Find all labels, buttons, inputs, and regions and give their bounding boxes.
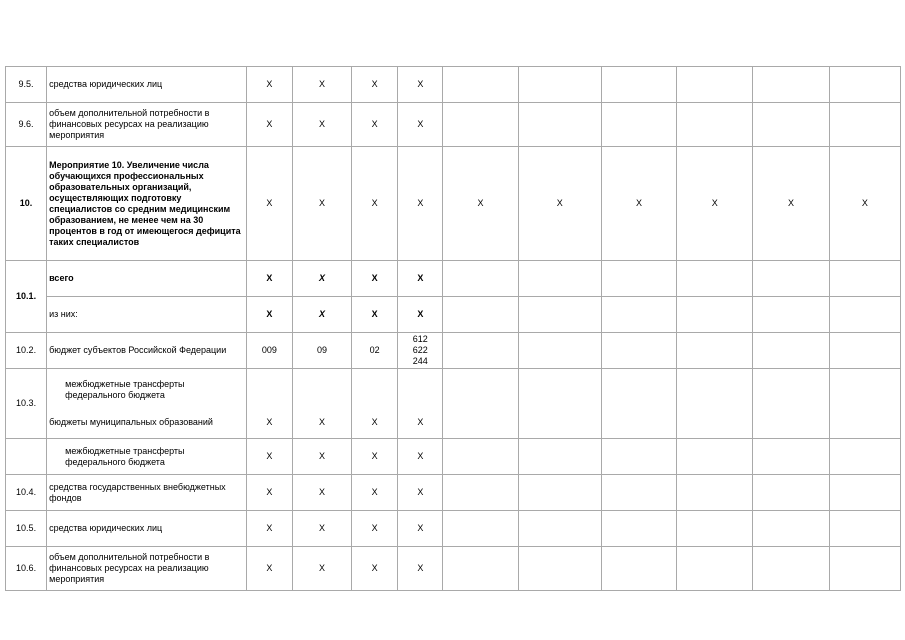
cell (677, 475, 753, 511)
cell: X (398, 439, 443, 475)
cell: X (398, 67, 443, 103)
cell (518, 511, 601, 547)
cell (443, 103, 518, 147)
cell (677, 369, 753, 439)
cell: X (246, 439, 292, 475)
cell (677, 297, 753, 333)
table-row (6, 333, 901, 369)
row-number: 9.6. (6, 103, 47, 147)
cell (829, 475, 900, 511)
cell (677, 261, 753, 297)
cell (601, 369, 676, 439)
cell: 009 (246, 333, 292, 369)
table-row (6, 547, 901, 591)
cell: X (292, 297, 351, 333)
cell (753, 475, 829, 511)
cell: X (292, 547, 351, 591)
cell (398, 333, 443, 369)
cell: X (398, 511, 443, 547)
cell (443, 475, 518, 511)
cell: X (352, 67, 398, 103)
cell: X (292, 103, 351, 147)
row-number: 9.5. (6, 67, 47, 103)
table-row (6, 103, 901, 147)
row-number: 10.3. (6, 369, 47, 439)
cell (443, 511, 518, 547)
cell: X (292, 439, 351, 475)
cell (829, 297, 900, 333)
cell (518, 333, 601, 369)
row-number (6, 439, 47, 475)
cell: X (352, 261, 398, 297)
cell (518, 475, 601, 511)
code: 244 (412, 356, 428, 366)
row-number: 10.1. (6, 261, 47, 333)
cell: X (352, 103, 398, 147)
cell (753, 333, 829, 369)
cell (601, 67, 676, 103)
cell: X (398, 147, 443, 261)
cell (753, 547, 829, 591)
cell: X (246, 511, 292, 547)
sub-label: межбюджетные трансферты федерального бюджета (65, 379, 185, 400)
cell (677, 67, 753, 103)
cell: X (352, 147, 398, 261)
cell: X (292, 261, 351, 297)
cell (829, 67, 900, 103)
cell (677, 333, 753, 369)
row-label (47, 369, 247, 439)
cell (829, 369, 900, 439)
row-label: средства юридических лиц (47, 67, 247, 103)
cell (753, 511, 829, 547)
cell: X (292, 147, 351, 261)
cell: X (398, 261, 443, 297)
cell: X (352, 439, 398, 475)
cell: X (753, 147, 829, 261)
cell: X (292, 475, 351, 511)
cell (753, 261, 829, 297)
cell: X (352, 475, 398, 511)
cell: X (398, 475, 443, 511)
code: 612 (412, 334, 428, 344)
budget-table (5, 66, 901, 591)
cell (518, 297, 601, 333)
row-label: Мероприятие 10. Увеличение числа обучающихся профессиональных образовательных организаций, осуществляющих подготовку специалистов со средним медицинским образованием, не менее чем на 30 процентов в год от имеющегося дефицита таких специалистов (47, 147, 247, 261)
cell (443, 67, 518, 103)
cell (601, 103, 676, 147)
cell: X (246, 67, 292, 103)
cell (829, 261, 900, 297)
cell: X (246, 297, 292, 333)
row-label: средства юридических лиц (47, 511, 247, 547)
cell (753, 297, 829, 333)
row-label: средства государственных внебюджетных фондов (47, 475, 247, 511)
cell: X (292, 511, 351, 547)
cell: X (352, 511, 398, 547)
cell (518, 67, 601, 103)
cell (443, 439, 518, 475)
cell: X (443, 147, 518, 261)
row-label: межбюджетные трансферты федерального бюджета (47, 439, 247, 475)
cell (677, 439, 753, 475)
row-number: 10.2. (6, 333, 47, 369)
cell (601, 439, 676, 475)
cell (518, 103, 601, 147)
cell: X (352, 547, 398, 591)
row-number: 10.6. (6, 547, 47, 591)
cell (753, 369, 829, 439)
cell: X (829, 147, 900, 261)
cell (677, 103, 753, 147)
cell (753, 439, 829, 475)
cell (518, 439, 601, 475)
cell (443, 369, 518, 439)
cell (829, 333, 900, 369)
cell (443, 297, 518, 333)
row-label: всего (47, 261, 247, 297)
cell: X (246, 261, 292, 297)
cell (443, 547, 518, 591)
cell (518, 261, 601, 297)
financing-table (5, 66, 901, 591)
cell: 09 (292, 333, 351, 369)
cell: X (246, 103, 292, 147)
table-row (6, 297, 901, 333)
sub-label: бюджеты муниципальных образований (49, 417, 213, 427)
cell (601, 511, 676, 547)
cell (443, 333, 518, 369)
cell (753, 103, 829, 147)
table-row (6, 261, 901, 297)
cell (443, 261, 518, 297)
cell: X (352, 369, 398, 439)
cell: X (601, 147, 676, 261)
cell: X (677, 147, 753, 261)
cell: 02 (352, 333, 398, 369)
cell (601, 333, 676, 369)
cell (829, 439, 900, 475)
row-label: из них: (47, 297, 247, 333)
cell: X (518, 147, 601, 261)
table-row (6, 369, 901, 439)
cell: X (292, 67, 351, 103)
cell: X (352, 297, 398, 333)
cell (601, 547, 676, 591)
table-row (6, 475, 901, 511)
cell: X (398, 547, 443, 591)
cell (601, 261, 676, 297)
cell (518, 547, 601, 591)
cell (601, 475, 676, 511)
cell: X (246, 547, 292, 591)
cell (518, 369, 601, 439)
cell (601, 297, 676, 333)
row-number: 10. (6, 147, 47, 261)
cell: X (292, 369, 351, 439)
table-row (6, 511, 901, 547)
cell (677, 511, 753, 547)
row-label: объем дополнительной потребности в финансовых ресурсах на реализацию мероприятия (47, 103, 247, 147)
cell (829, 547, 900, 591)
table-row (6, 67, 901, 103)
cell: X (398, 369, 443, 439)
cell: X (398, 297, 443, 333)
cell: X (398, 103, 443, 147)
cell (753, 67, 829, 103)
cell: X (246, 369, 292, 439)
cell (829, 103, 900, 147)
code: 622 (412, 345, 428, 355)
cell: X (246, 475, 292, 511)
cell (829, 511, 900, 547)
table-row (6, 147, 901, 261)
table-row (6, 439, 901, 475)
row-label: объем дополнительной потребности в финансовых ресурсах на реализацию мероприятия (47, 547, 247, 591)
cell (677, 547, 753, 591)
row-number: 10.5. (6, 511, 47, 547)
cell: X (246, 147, 292, 261)
row-number: 10.4. (6, 475, 47, 511)
row-label: бюджет субъектов Российской Федерации (47, 333, 247, 369)
